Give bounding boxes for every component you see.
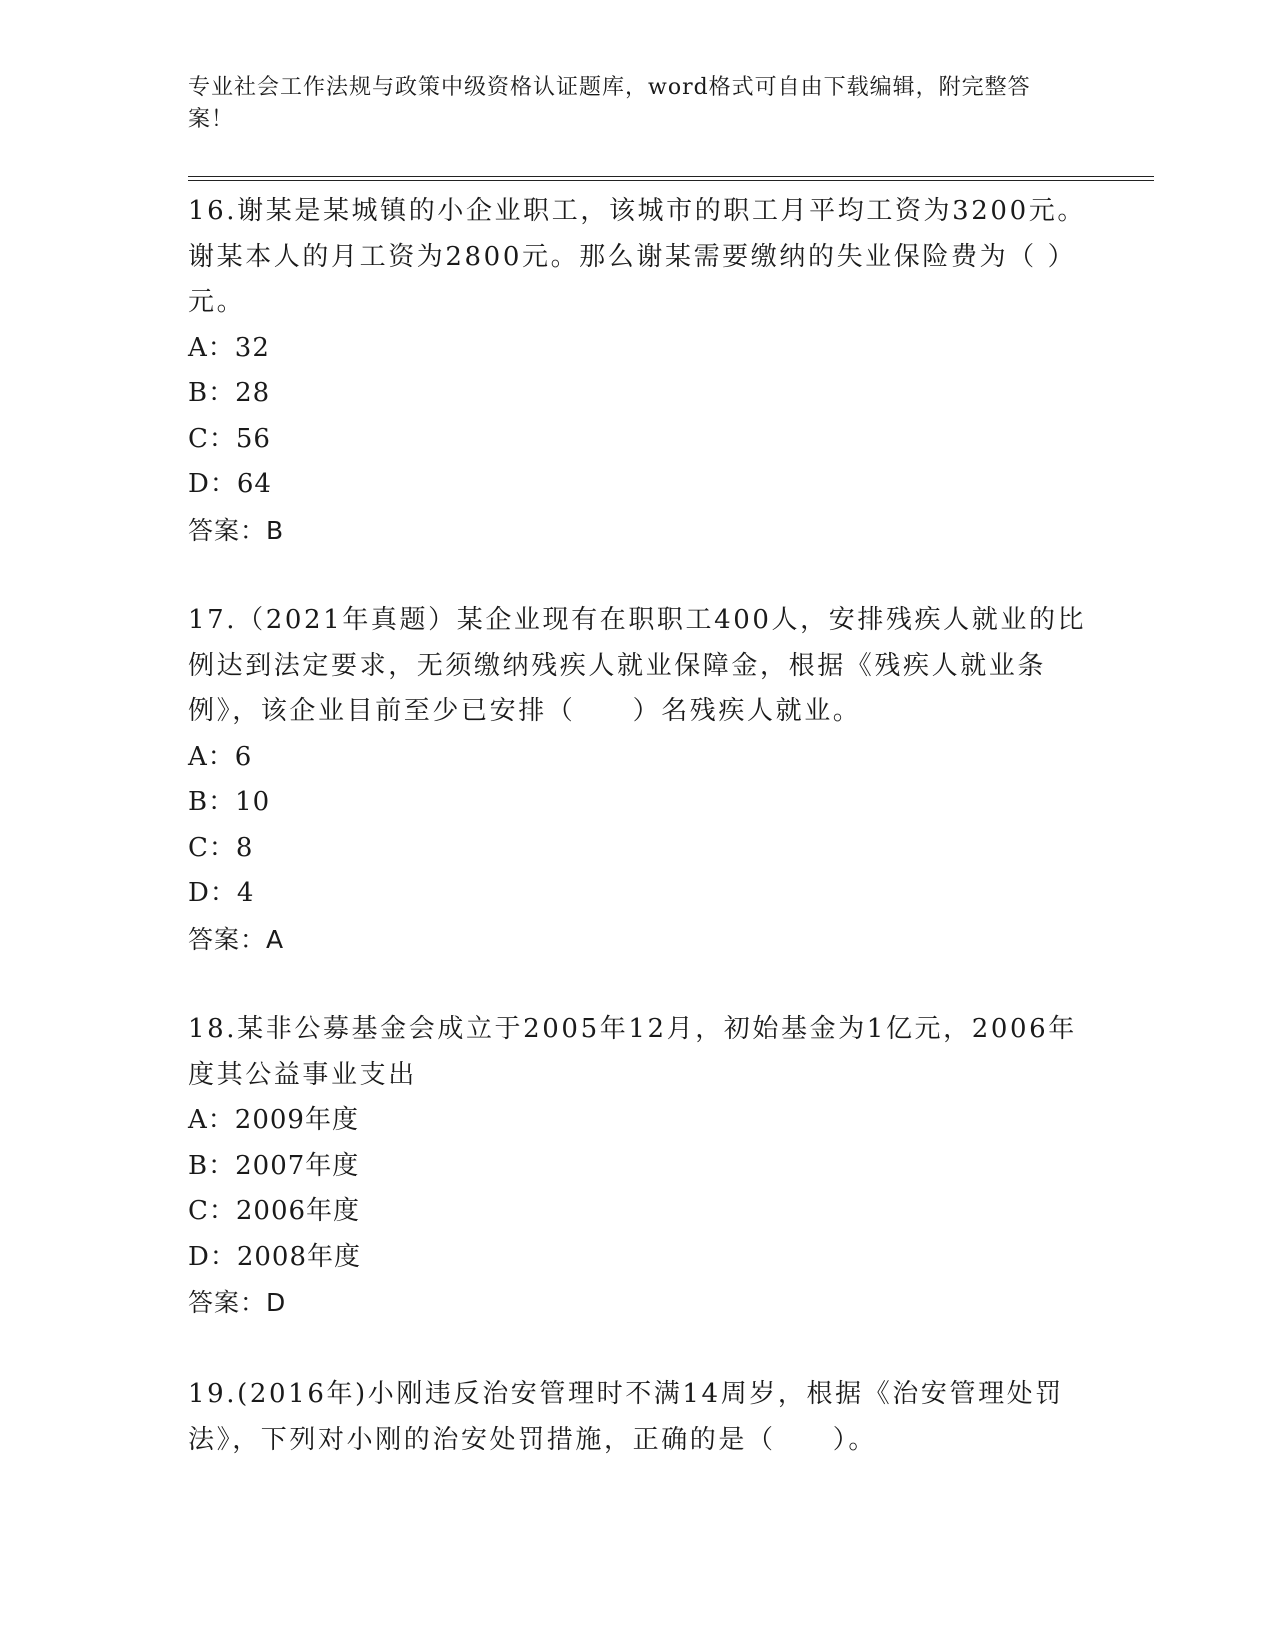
question-18 [188,1007,1088,1326]
option-b: B：2007年度 [188,1150,360,1181]
question-17 [188,598,1088,962]
option-a: A：2009年度 [188,1105,359,1135]
answer: 答案：A [188,924,285,954]
answer: 答案：B [188,515,285,545]
option-a: A：32 [188,332,270,363]
question-19 [188,1372,1088,1463]
answer: 答案：D [188,1288,287,1317]
option-c: C：8 [188,832,254,863]
option-d: D：2008年度 [188,1241,362,1272]
option-d: D：64 [188,469,272,499]
header-divider [188,176,1154,181]
option-d: D：4 [188,878,255,908]
question-stem: 16.谢某是某城镇的小企业职工，该城市的职工月平均工资为3200元。谢某本人的月工资为2800元。那么谢某需要缴纳的失业保险费为（ ）元。 [188,196,1086,317]
option-b: B：10 [188,787,271,817]
option-b: B：28 [188,378,271,408]
question-stem: 19.(2016年)小刚违反治安管理时不满14周岁，根据《治安管理处罚法》，下列对小刚的治安处罚措施，正确的是（ ）。 [188,1379,1064,1455]
question-stem: 18.某非公募基金会成立于2005年12月，初始基金为1亿元，2006年度其公益事业支出 [188,1014,1077,1090]
question-16 [188,189,1088,553]
question-stem: 17.（2021年真题）某企业现有在职职工400人，安排残疾人就业的比例达到法定要求，无须缴纳残疾人就业保障金，根据《残疾人就业条例》，该企业目前至少已安排（ ）名残疾人就业。 [188,605,1087,726]
option-c: C：2006年度 [188,1196,361,1226]
option-a: A：6 [188,741,253,772]
document-header: 专业社会工作法规与政策中级资格认证题库，word格式可自由下载编辑，附完整答案！ [188,75,1031,132]
option-c: C：56 [188,423,271,454]
